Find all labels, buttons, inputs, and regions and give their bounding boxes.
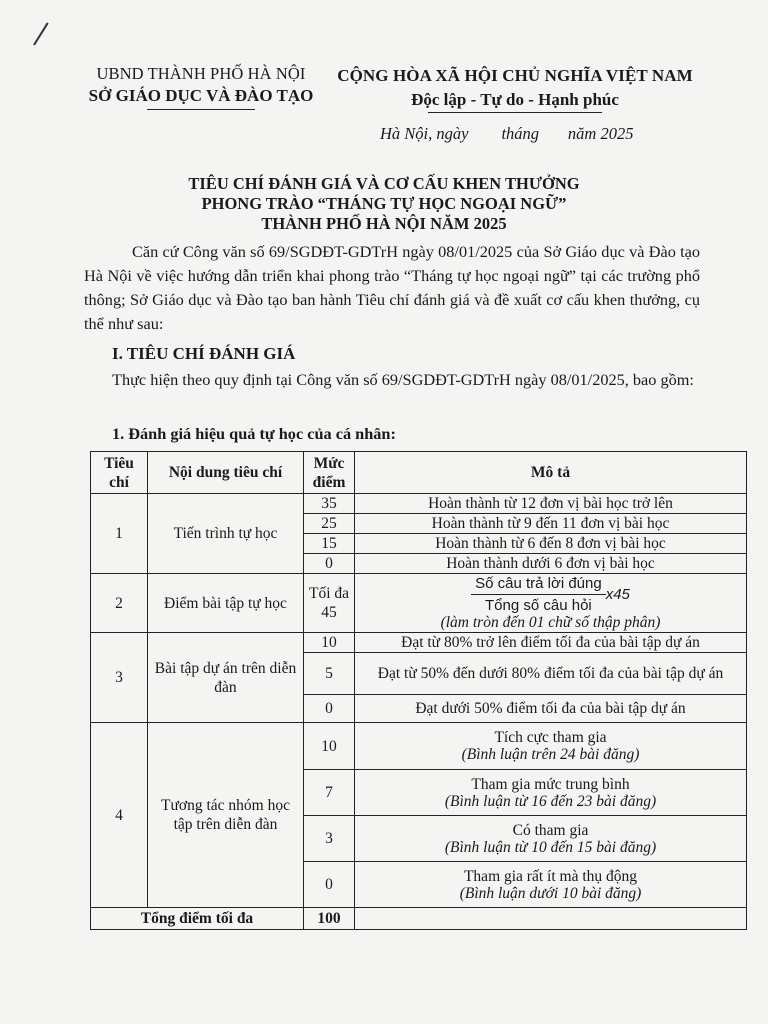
- criterion-number: 3: [91, 633, 148, 723]
- score-cell: 0: [304, 554, 355, 574]
- description-cell: Đạt từ 80% trở lên điểm tối đa của bài tập dự án: [355, 633, 747, 653]
- score-cell: 3: [304, 816, 355, 862]
- description-text: Tham gia rất ít mà thụ động: [463, 867, 638, 885]
- description-cell: Hoàn thành từ 6 đến 8 đơn vị bài học: [355, 534, 747, 554]
- score-cell: 15: [304, 534, 355, 554]
- score-cell: 10: [304, 633, 355, 653]
- description-cell: [355, 770, 747, 816]
- description-cell: Hoàn thành từ 9 đến 11 đơn vị bài học: [355, 514, 747, 534]
- subsection-heading: 1. Đánh giá hiệu quả tự học của cá nhân:: [112, 424, 396, 443]
- description-cell: Hoàn thành dưới 6 đơn vị bài học: [355, 554, 747, 574]
- score-cell: 35: [304, 494, 355, 514]
- national-motto-block: [330, 66, 700, 113]
- criterion-content: Điểm bài tập tự học: [148, 574, 304, 633]
- section-paragraph: Thực hiện theo quy định tại Công văn số 69/SGDĐT-GDTrH ngày 08/01/2025, bao gồm:: [112, 370, 694, 389]
- formula-cell: [355, 574, 747, 633]
- criterion-content: Bài tập dự án trên diễn đàn: [148, 633, 304, 723]
- score-cell: Tối đa 45: [304, 574, 355, 633]
- description-note: (Bình luận từ 10 đến 15 bài đăng): [444, 838, 657, 856]
- table-row: [91, 723, 747, 770]
- header-score: Mức điểm: [304, 452, 355, 494]
- score-formula: [471, 574, 606, 615]
- table-row: [91, 494, 747, 514]
- rounding-note: (làm tròn đến 01 chữ số thập phân): [440, 614, 661, 631]
- issuer-block: [70, 64, 332, 110]
- description-note: (Bình luận dưới 10 bài đăng): [459, 884, 642, 902]
- criteria-table: [90, 451, 747, 930]
- doc-title-line1: TIÊU CHÍ ĐÁNH GIÁ VÀ CƠ CẤU KHEN THƯỞNG: [188, 174, 580, 193]
- total-row: [91, 908, 747, 930]
- score-cell: 0: [304, 862, 355, 908]
- score-cell: 7: [304, 770, 355, 816]
- motto: Độc lập - Tự do - Hạnh phúc: [411, 90, 619, 109]
- score-cell: 10: [304, 723, 355, 770]
- description-cell: [355, 862, 747, 908]
- description-note: (Bình luận trên 24 bài đăng): [461, 746, 640, 763]
- description-cell: Đạt dưới 50% điểm tối đa của bài tập dự án: [355, 695, 747, 723]
- description-cell: [355, 723, 747, 770]
- header-description: Mô tả: [355, 452, 747, 494]
- motto-underline: [428, 112, 602, 113]
- country-name: CỘNG HÒA XÃ HỘI CHỦ NGHĨA VIỆT NAM: [337, 66, 693, 85]
- score-cell: 25: [304, 514, 355, 534]
- formula-denominator: Tổng số câu hỏi: [485, 597, 592, 614]
- intro-paragraph: Căn cứ Công văn số 69/SGDĐT-GDTrH ngày 08/01/2025 của Sở Giáo dục và Đào tạo Hà Nội về việc hướng dẫn triển khai phong trào “Tháng tự học ngoại ngữ” tại các trường phổ thông; Sở Giáo dục và Đào tạo ban hành Tiêu chí đánh giá và đề xuất cơ cấu khen thưởng, cụ thể như sau:: [84, 242, 700, 333]
- criterion-number: 2: [91, 574, 148, 633]
- formula-multiplier: x45: [605, 586, 630, 603]
- section-heading: I. TIÊU CHÍ ĐÁNH GIÁ: [112, 344, 296, 363]
- description-cell: Hoàn thành từ 12 đơn vị bài học trở lên: [355, 494, 747, 514]
- criterion-content: Tiến trình tự học: [148, 494, 304, 574]
- criterion-number: 1: [91, 494, 148, 574]
- table-row: [91, 633, 747, 653]
- doc-title-line2: PHONG TRÀO “THÁNG TỰ HỌC NGOẠI NGỮ”: [201, 194, 567, 213]
- document-date: Hà Nội, ngày tháng năm 2025: [380, 124, 634, 143]
- formula-numerator: Số câu trả lời đúng: [471, 574, 606, 595]
- table-header-row: [91, 452, 747, 494]
- description-text: Tham gia mức trung bình: [471, 775, 630, 793]
- score-cell: 5: [304, 653, 355, 695]
- score-cell: 0: [304, 695, 355, 723]
- criterion-number: 4: [91, 723, 148, 908]
- doc-title-line3: THÀNH PHỐ HÀ NỘI NĂM 2025: [261, 214, 507, 233]
- description-cell: Đạt từ 50% đến dưới 80% điểm tối đa của bài tập dự án: [355, 653, 747, 695]
- total-score: 100: [304, 908, 355, 930]
- total-label: Tổng điểm tối đa: [91, 908, 304, 930]
- issuer-underline: [147, 109, 255, 110]
- criterion-content: Tương tác nhóm học tập trên diễn đàn: [148, 723, 304, 908]
- pen-mark: [33, 22, 48, 45]
- header-content: Nội dung tiêu chí: [148, 452, 304, 494]
- description-note: (Bình luận từ 16 đến 23 bài đăng): [444, 792, 657, 810]
- issuer-name: SỞ GIÁO DỤC VÀ ĐÀO TẠO: [88, 86, 314, 105]
- description-text: Có tham gia: [512, 821, 589, 839]
- issuer-parent: UBND THÀNH PHỐ HÀ NỘI: [96, 64, 306, 83]
- description-text: Tích cực tham gia: [494, 729, 607, 746]
- header-criterion: Tiêu chí: [91, 452, 148, 494]
- table-row: [91, 574, 747, 633]
- description-cell: [355, 816, 747, 862]
- total-empty-cell: [355, 908, 747, 930]
